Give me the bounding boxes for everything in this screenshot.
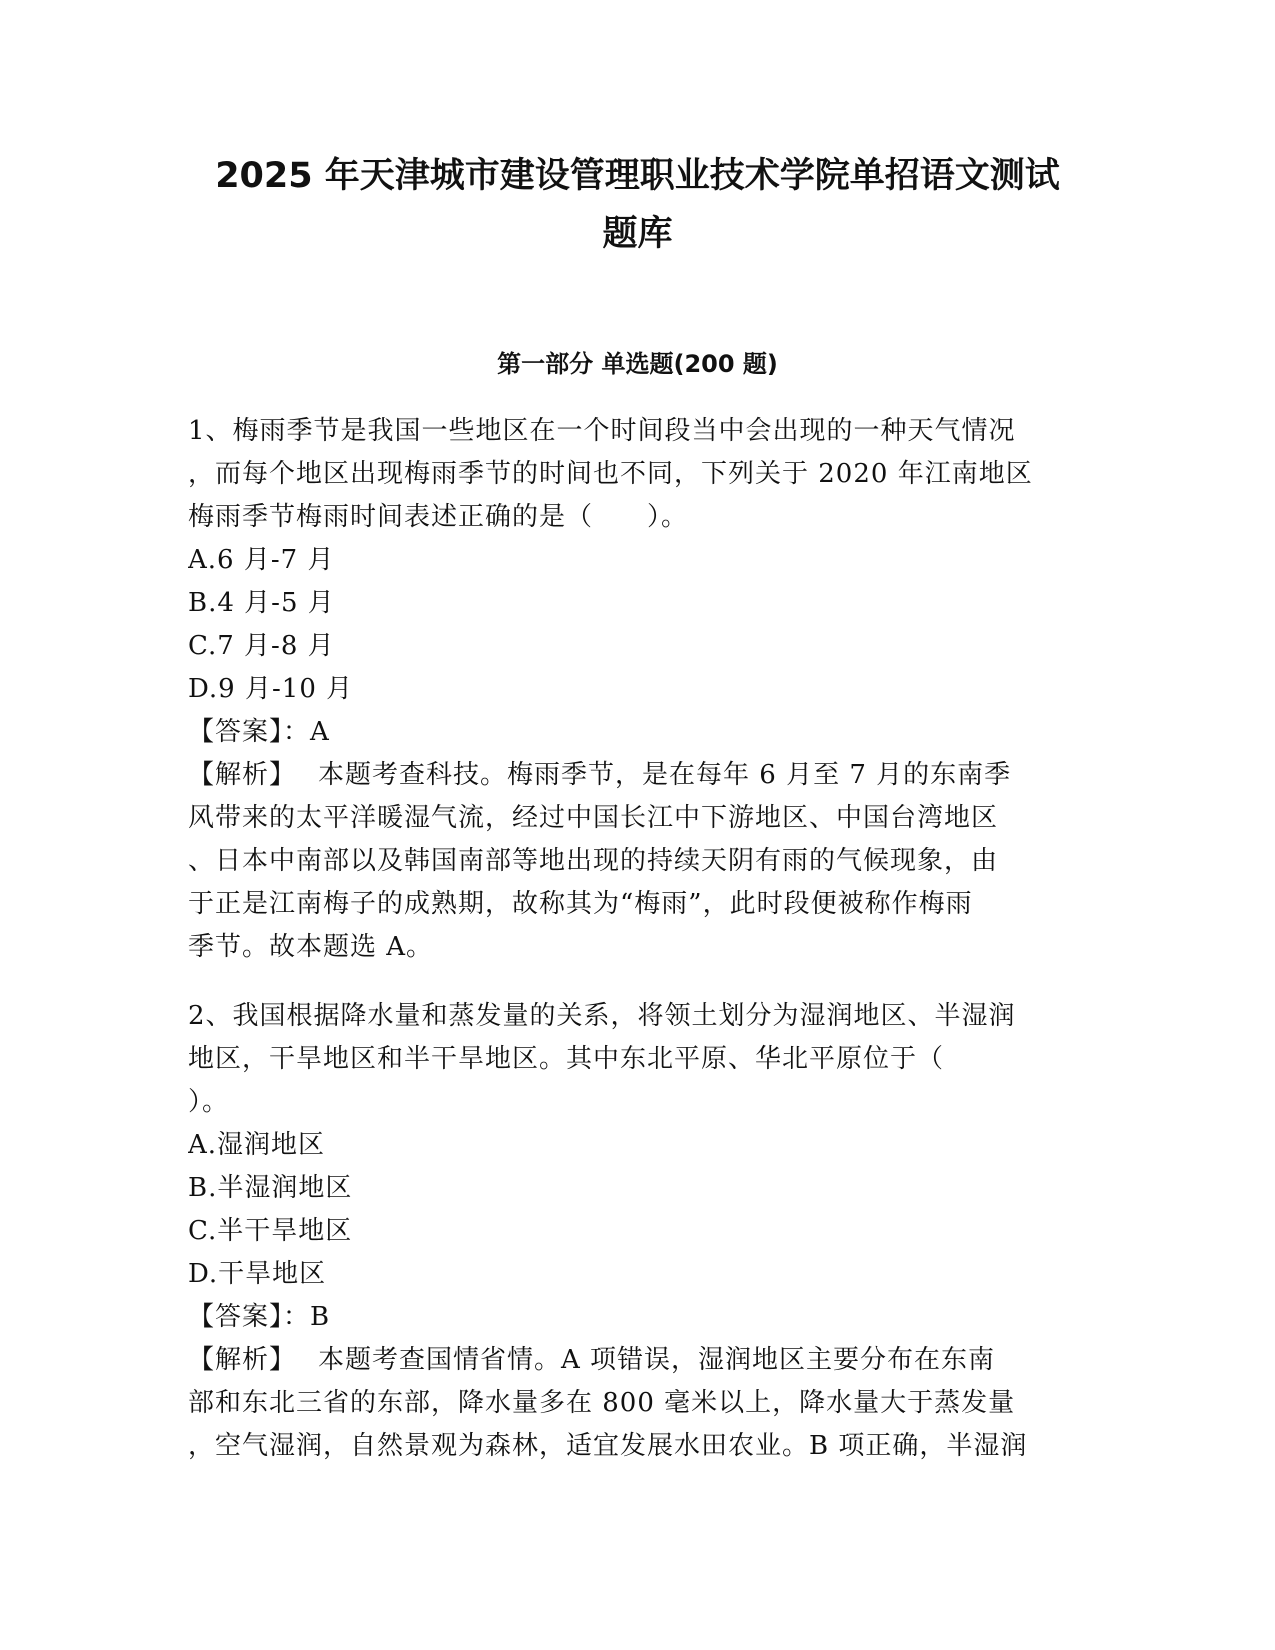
analysis-tag: 【解析】 xyxy=(188,1345,297,1375)
option-b: B.半湿润地区 xyxy=(188,1173,353,1203)
question-stem-line: ，而每个地区出现梅雨季节的时间也不同，下列关于 2020 年江南地区 xyxy=(188,459,1033,489)
question-stem-line: 2、我国根据降水量和蒸发量的关系，将领土划分为湿润地区、半湿润 xyxy=(188,1001,1016,1031)
section-title: 第一部分 单选题(200 题) xyxy=(497,350,778,378)
option-d: D.9 月-10 月 xyxy=(188,674,354,704)
question-stem-line: 梅雨季节梅雨时间表述正确的是（ ）。 xyxy=(188,502,689,532)
question-1 xyxy=(188,410,1088,969)
answer: 【答案】：B xyxy=(188,1302,331,1332)
option-c: C.7 月-8 月 xyxy=(188,631,335,661)
document-title-line-1: 2025 年天津城市建设管理职业技术学院单招语文测试 xyxy=(215,156,1060,196)
question-stem-line: ）。 xyxy=(188,1087,230,1117)
analysis-line: 于正是江南梅子的成熟期，故称其为“梅雨”，此时段便被称作梅雨 xyxy=(188,889,973,919)
analysis-line: 季节。故本题选 A。 xyxy=(188,932,434,962)
option-a: A.6 月-7 月 xyxy=(188,545,335,575)
option-d: D.干旱地区 xyxy=(188,1259,327,1289)
analysis-text: 本题考查科技。梅雨季节，是在每年 6 月至 7 月的东南季 xyxy=(318,760,1012,790)
analysis-text: 本题考查国情省情。A 项错误，湿润地区主要分布在东南 xyxy=(318,1345,996,1375)
answer: 【答案】：A xyxy=(188,717,330,747)
analysis-line: 风带来的太平洋暖湿气流，经过中国长江中下游地区、中国台湾地区 xyxy=(188,803,999,833)
analysis-line: 、日本中南部以及韩国南部等地出现的持续天阴有雨的气候现象，由 xyxy=(188,846,999,876)
question-2 xyxy=(188,995,1088,1468)
question-stem-line: 1、梅雨季节是我国一些地区在一个时间段当中会出现的一种天气情况 xyxy=(188,416,1016,446)
question-stem-line: 地区，干旱地区和半干旱地区。其中东北平原、华北平原位于（ xyxy=(188,1044,945,1074)
analysis-tag: 【解析】 xyxy=(188,760,297,790)
option-b: B.4 月-5 月 xyxy=(188,588,335,618)
document-title-line-2: 题库 xyxy=(602,214,673,254)
document-title xyxy=(150,147,1125,263)
analysis-line: ，空气湿润，自然景观为森林，适宜发展水田农业。B 项正确，半湿润 xyxy=(188,1431,1028,1461)
analysis-line xyxy=(188,1339,1088,1382)
option-c: C.半干旱地区 xyxy=(188,1216,353,1246)
analysis-line xyxy=(188,754,1088,797)
option-a: A.湿润地区 xyxy=(188,1130,326,1160)
analysis-line: 部和东北三省的东部，降水量多在 800 毫米以上，降水量大于蒸发量 xyxy=(188,1388,1016,1418)
